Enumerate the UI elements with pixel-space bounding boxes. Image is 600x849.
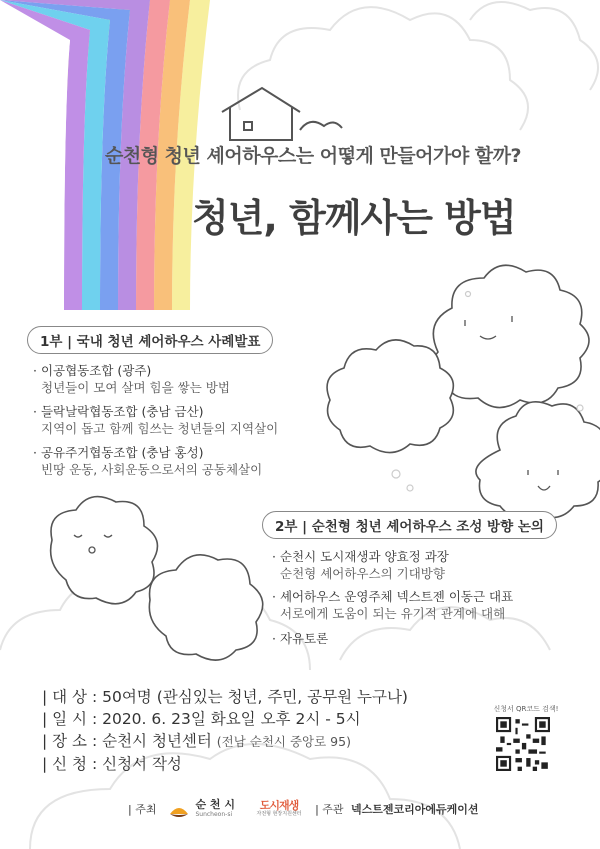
list-item <box>33 362 278 396</box>
footer <box>128 800 479 820</box>
cloud-character-right <box>476 402 600 518</box>
part1-list <box>33 362 278 478</box>
list-item-name: · 들락날락협동조합 (충남 금산) <box>33 404 204 419</box>
list-item-desc: 빈땅 운동, 사회운동으로서의 공동체살이 <box>41 462 263 477</box>
part2-heading: 2부 | 순천형 청년 셰어하우스 조성 방향 논의 <box>262 511 557 539</box>
organizer-label: | 주관 <box>315 803 344 816</box>
list-item-name: · 공유주거협동조합 (충남 홍성) <box>33 445 204 460</box>
qr-code-icon[interactable] <box>496 717 550 771</box>
part1-heading: 1부 | 국내 청년 셰어하우스 사례발표 <box>27 326 273 354</box>
list-item <box>272 548 513 582</box>
host-label: | 주최 <box>128 803 157 816</box>
list-item-desc: 서로에게 도움이 되는 유기적 관계에 대해 <box>280 606 506 621</box>
info-place <box>42 730 408 753</box>
house-outline <box>222 88 342 140</box>
info-date: | 일 시 : 2020. 6. 23일 화요일 오후 2시 - 5시 <box>42 710 361 728</box>
list-item-name: · 순천시 도시재생과 양효정 과장 <box>272 549 449 564</box>
qr-label: 신청서 QR코드 검색! <box>493 705 559 713</box>
center-logo-text: 도시재생 <box>259 799 299 812</box>
suncheon-logo <box>168 800 190 820</box>
list-item-desc: 청년들이 모여 살며 힘을 쌓는 방법 <box>41 380 230 395</box>
host-name: 순 천 시 <box>195 798 236 811</box>
center-logo <box>257 801 302 819</box>
info-apply: | 신 청 : 신청서 작성 <box>42 755 182 773</box>
list-item-name: · 이공협동조합 (광주) <box>33 363 152 378</box>
list-item <box>272 588 513 622</box>
list-item-name: · 셰어하우스 운영주체 넥스트젠 이동근 대표 <box>272 589 514 604</box>
cloud-character-left <box>51 497 158 604</box>
cloud-character-large <box>433 265 589 407</box>
event-title: 청년, 함께사는 방법 <box>192 196 516 240</box>
cloud-character-mid <box>327 340 453 453</box>
event-subtitle: 순천형 청년 셰어하우스는 어떻게 만들어가야 할까? <box>105 145 522 167</box>
center-logo-sub: 자전형 현장지원센터 <box>256 811 302 817</box>
suncheon-emblem-icon <box>168 800 190 820</box>
organizer-name: 넥스트젠코리아에듀케이션 <box>351 803 479 816</box>
list-item <box>33 403 278 437</box>
cloud-character-bottom <box>149 555 262 660</box>
list-item <box>272 630 513 647</box>
list-item <box>33 444 278 478</box>
list-item-name: · 자유토론 <box>272 631 329 646</box>
event-info <box>42 686 408 775</box>
info-place-address: (전남 순천시 중앙로 95) <box>216 734 351 749</box>
list-item-desc: 지역이 돕고 함께 힘쓰는 청년들의 지역살이 <box>41 421 279 436</box>
part2-list <box>272 548 513 647</box>
info-target: | 대 상 : 50여명 (관심있는 청년, 주민, 공무원 누구나) <box>42 688 408 706</box>
host-sub: Suncheon-si <box>195 811 233 818</box>
list-item-desc: 순천형 셰어하우스의 기대방향 <box>280 566 445 581</box>
info-place-value: | 장 소 : 순천시 청년센터 <box>42 732 212 750</box>
